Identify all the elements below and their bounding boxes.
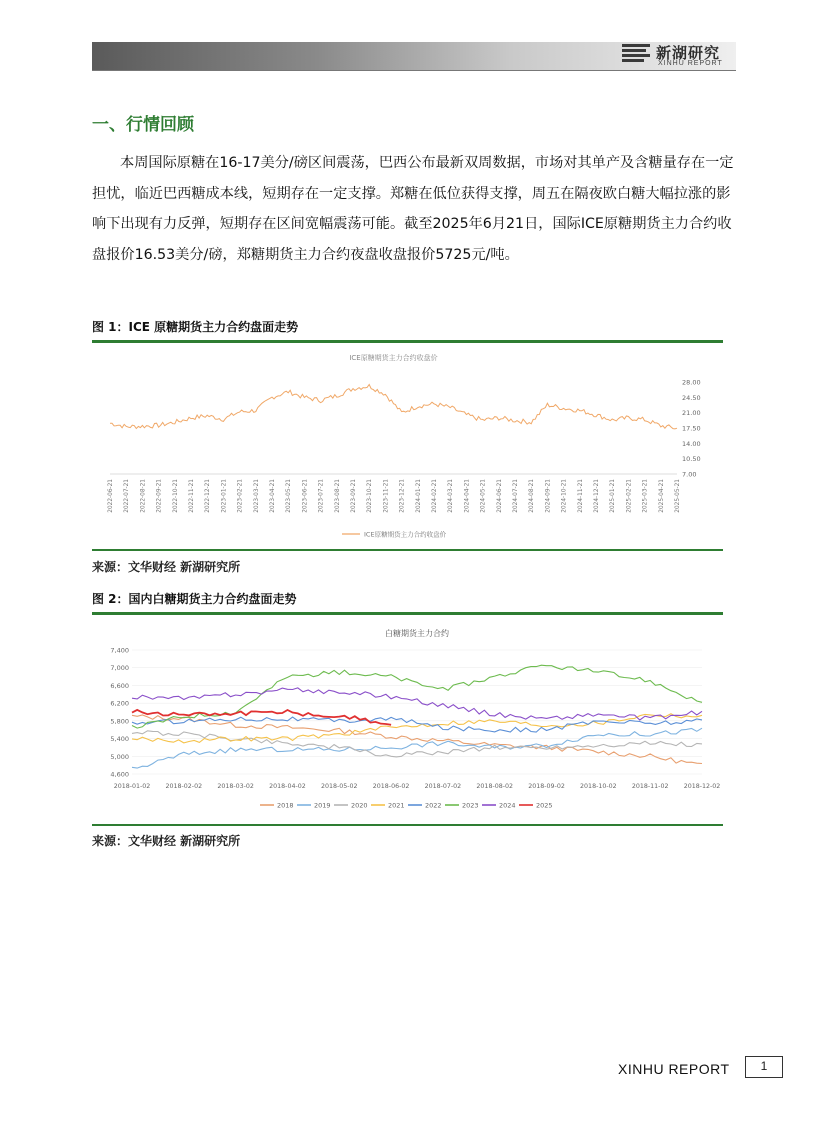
chart2-ytick: 5,000 — [110, 752, 129, 761]
figure1-bottom-rule — [92, 549, 723, 551]
chart1-xtick: 2024-12-21 — [594, 479, 600, 513]
chart2-ytick: 6,600 — [110, 681, 129, 690]
logo-cn: 新湖研究 — [656, 44, 721, 62]
logo-en: XINHU REPORT — [658, 60, 723, 67]
chart1-xtick: 2025-04-21 — [658, 479, 665, 513]
chart2-legend-label-2025: 2025 — [536, 801, 553, 810]
chart1-legend-label: ICE原糖期货主力合约收盘价 — [364, 530, 447, 539]
chart1-xtick: 2022-11-21 — [189, 479, 195, 513]
chart2-xtick: 2018-11-02 — [631, 783, 669, 790]
footer-brand: XINHU REPORT — [618, 1061, 730, 1077]
chart1-xtick: 2023-05-21 — [286, 479, 293, 513]
chart1-xtick: 2022-06-21 — [108, 479, 114, 513]
chart2-legend-label-2021: 2021 — [388, 801, 405, 810]
chart1-xtick: 2025-01-21 — [610, 479, 617, 513]
chart1-xtick: 2024-04-21 — [464, 479, 471, 513]
chart2-legend-label-2024: 2024 — [499, 801, 516, 810]
chart1-xtick: 2025-05-21 — [675, 479, 681, 513]
chart1-xtick: 2023-02-21 — [237, 479, 244, 513]
chart2-xtick: 2018-09-02 — [528, 783, 565, 790]
chart1-xtick: 2023-08-21 — [334, 479, 341, 513]
figure1-top-rule — [92, 340, 723, 343]
chart2-series-2022 — [132, 717, 702, 732]
chart1-xtick: 2023-12-21 — [399, 479, 406, 513]
chart2-xtick: 2018-12-02 — [683, 783, 721, 790]
chart2-series-2024 — [132, 688, 702, 720]
market-review-paragraph: 本周国际原糖在16-17美分/磅区间震荡，巴西公布最新双周数据，市场对其单产及含糖量存在一定担忧，临近巴西糖成本线，短期存在一定支撑。郑糖在低位获得支撑，周五在隔夜欧白糖大幅拉涨的影响下出现有力反弹，短期存在区间宽幅震荡可能。截至2025年6月21日，国际ICE原糖期货主力合约收盘报价16.53美分/磅，郑糖期货主力合约夜盘收盘报价5725元/吨。 — [92, 155, 734, 263]
chart1-xtick: 2023-07-21 — [318, 479, 325, 513]
chart1-xtick: 2024-06-21 — [496, 479, 503, 513]
figure2-source: 来源：文华财经 新湖研究所 — [92, 834, 241, 848]
chart1-xtick: 2024-08-21 — [529, 479, 536, 513]
chart2-ytick: 5,800 — [110, 717, 129, 726]
figure1-source: 来源：文华财经 新湖研究所 — [92, 560, 241, 574]
chart1-series-line — [110, 385, 677, 429]
chart1-xtick: 2023-03-21 — [253, 479, 260, 513]
chart1-xtick: 2024-09-21 — [545, 479, 552, 513]
ice-sugar-chart — [92, 344, 723, 544]
chart2-legend-label-2019: 2019 — [314, 801, 331, 810]
chart1-ytick: 21.00 — [682, 409, 701, 418]
chart2-legend-label-2023: 2023 — [462, 801, 479, 810]
chart2-legend-label-2018: 2018 — [277, 801, 294, 810]
chart2-legend-label-2020: 2020 — [351, 801, 368, 810]
chart2-legend-label-2022: 2022 — [425, 801, 442, 810]
logo-mark-icon — [622, 44, 652, 66]
chart2-xtick: 2018-03-02 — [217, 783, 254, 790]
chart1-xtick: 2023-11-21 — [383, 479, 390, 513]
chart1-ytick: 10.50 — [682, 455, 701, 464]
header-rule — [92, 70, 736, 71]
chart1-xtick: 2022-07-21 — [124, 479, 131, 513]
chart1-xtick: 2022-08-21 — [140, 479, 147, 513]
chart1-xtick: 2024-11-21 — [577, 479, 584, 513]
chart2-xtick: 2018-02-02 — [165, 783, 203, 790]
figure2-title: 图 2：国内白糖期货主力合约盘面走势 — [92, 592, 297, 606]
chart1-ytick: 14.00 — [682, 439, 701, 448]
page-number: 1 — [745, 1056, 783, 1078]
chart1-xtick: 2025-03-21 — [642, 479, 649, 513]
chart1-xtick: 2023-04-21 — [270, 479, 276, 513]
white-sugar-chart — [92, 616, 723, 822]
chart1-xtick: 2023-06-21 — [302, 479, 309, 513]
chart2-ytick: 5,400 — [110, 735, 129, 744]
figure2-top-rule — [92, 612, 723, 615]
chart2-xtick: 2018-01-02 — [113, 783, 151, 790]
chart1-xtick: 2023-01-21 — [221, 479, 228, 513]
chart2-ytick: 7,400 — [110, 646, 129, 655]
chart1-ytick: 24.50 — [682, 393, 701, 402]
xinhu-logo — [618, 42, 740, 70]
chart1-ytick: 28.00 — [682, 378, 701, 387]
chart1-ytick: 7.00 — [682, 470, 697, 479]
figure2-bottom-rule — [92, 824, 723, 826]
chart2-xtick: 2018-05-02 — [320, 783, 358, 790]
chart1-xtick: 2024-02-21 — [432, 479, 438, 513]
chart1-xtick: 2024-07-21 — [513, 479, 519, 513]
chart1-xtick: 2025-02-21 — [626, 479, 633, 513]
chart1-xtick: 2023-09-21 — [351, 479, 357, 513]
chart2-xtick: 2018-08-02 — [476, 783, 514, 790]
chart1-xtick: 2022-12-21 — [205, 479, 212, 513]
chart1-xtick: 2024-05-21 — [480, 479, 487, 513]
chart2-xtick: 2018-06-02 — [372, 783, 410, 790]
chart2-xtick: 2018-04-02 — [269, 783, 306, 790]
chart2-ytick: 7,000 — [110, 664, 129, 673]
chart1-xtick: 2022-09-21 — [156, 479, 163, 513]
chart2-ytick: 4,600 — [110, 770, 129, 779]
figure1-title: 图 1：ICE 原糖期货主力合约盘面走势 — [92, 320, 299, 334]
chart1-xtick: 2022-10-21 — [172, 479, 179, 513]
section-title: 一、行情回顾 — [92, 115, 194, 135]
chart1-xtick: 2024-10-21 — [561, 479, 568, 513]
chart2-xtick: 2018-10-02 — [580, 783, 617, 790]
chart2-series-2023 — [132, 665, 702, 728]
chart2-title: 白糖期货主力合约 — [385, 629, 449, 638]
chart2-ytick: 6,200 — [110, 699, 129, 708]
chart2-xtick: 2018-07-02 — [424, 783, 462, 790]
chart2-series-2019 — [132, 728, 702, 768]
chart1-xtick: 2024-03-21 — [448, 479, 455, 513]
chart1-title: ICE原糖期货主力合约收盘价 — [349, 354, 438, 362]
chart1-xtick: 2024-01-21 — [415, 479, 422, 513]
chart1-xtick: 2023-10-21 — [367, 479, 374, 513]
chart1-ytick: 17.50 — [682, 424, 701, 433]
